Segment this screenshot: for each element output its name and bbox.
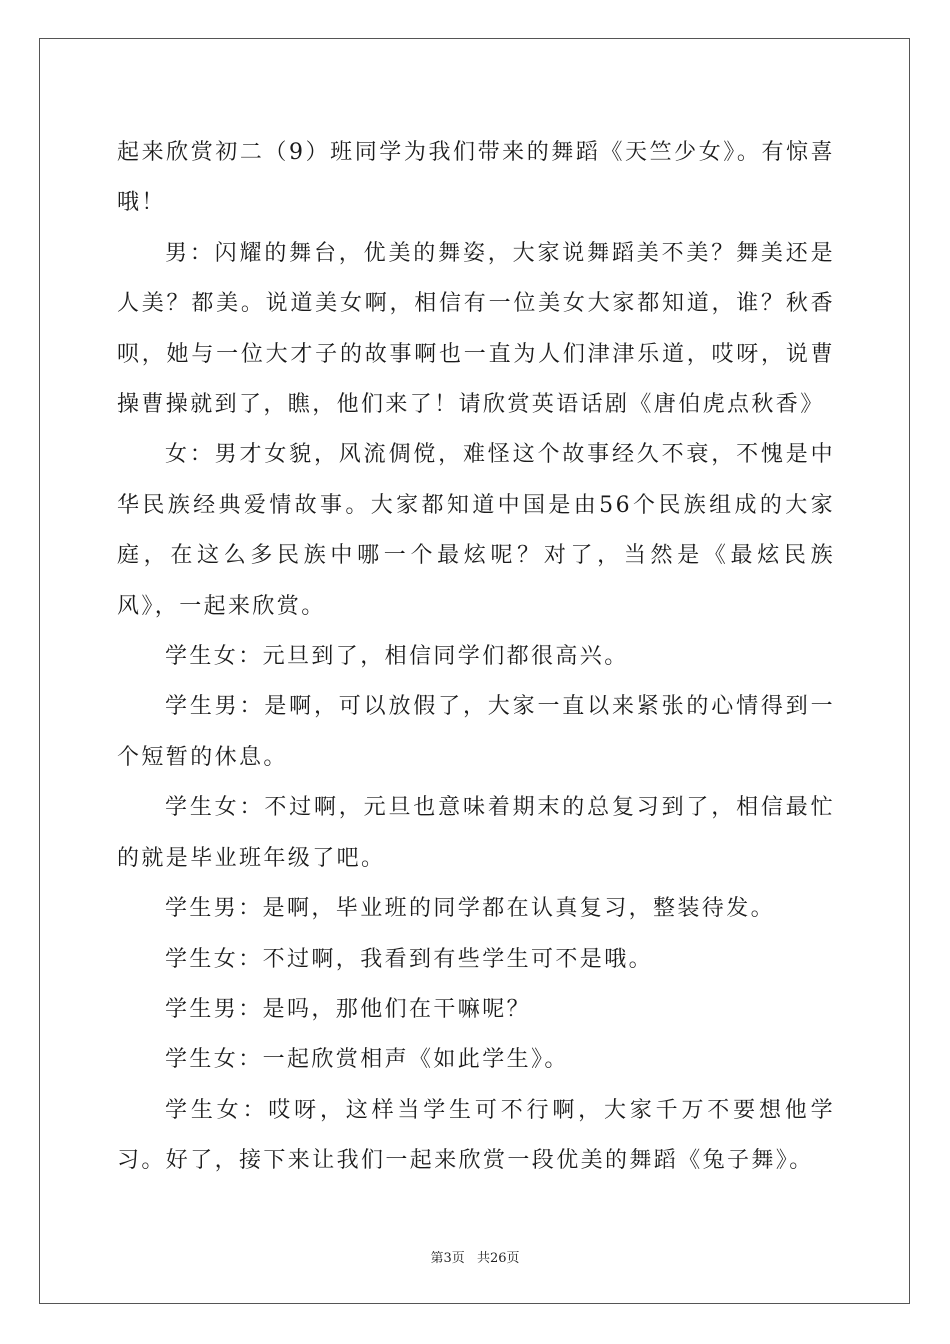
page-footer [0,1247,950,1266]
page-total: 共26页 [476,1251,520,1266]
paragraph: 学生男：是吗，那他们在干嘛呢？ [165,996,532,1022]
paragraph: 学生女：一起欣赏相声《如此学生》。 [165,1047,569,1073]
paragraph: 学生男：是啊，可以放假了，大家一直以来紧张的心情得到一个短暂的休息。 [117,694,835,770]
paragraph: 学生女：哎呀，这样当学生可不行啊，大家千万不要想他学习。好了，接下来让我们一起来欣赏一段优美的舞蹈《兔子舞》。 [117,1097,835,1174]
paragraph: 男：闪耀的舞台，优美的舞姿，大家说舞蹈美不美？舞美还是人美？都美。说道美女啊，相信有一位美女大家都知道，谁？秋香呗，她与一位大才子的故事啊也一直为人们津津乐道，哎呀，说曹操曹操就到了，瞧，他们来了！请欣赏英语话剧《唐伯虎点秋香》 [117,240,835,418]
document-body [117,128,835,1187]
paragraph: 学生女：元旦到了，相信同学们都很高兴。 [165,644,629,670]
paragraph: 起来欣赏初二（9）班同学为我们带来的舞蹈《天竺少女》。有惊喜哦！ [117,140,835,216]
paragraph: 学生男：是啊，毕业班的同学都在认真复习，整装待发。 [165,896,776,922]
paragraph: 学生女：不过啊，我看到有些学生可不是哦。 [165,946,654,972]
page-number: 第3页 [430,1251,465,1266]
paragraph: 学生女：不过啊，元旦也意味着期末的总复习到了，相信最忙的就是毕业班年级了吧。 [117,795,835,871]
paragraph: 女：男才女貌，风流倜傥，难怪这个故事经久不衰，不愧是中华民族经典爱情故事。大家都知道中国是由56个民族组成的大家庭，在这么多民族中哪一个最炫呢？对了，当然是《最炫民族风》，一起来欣赏。 [117,442,835,619]
